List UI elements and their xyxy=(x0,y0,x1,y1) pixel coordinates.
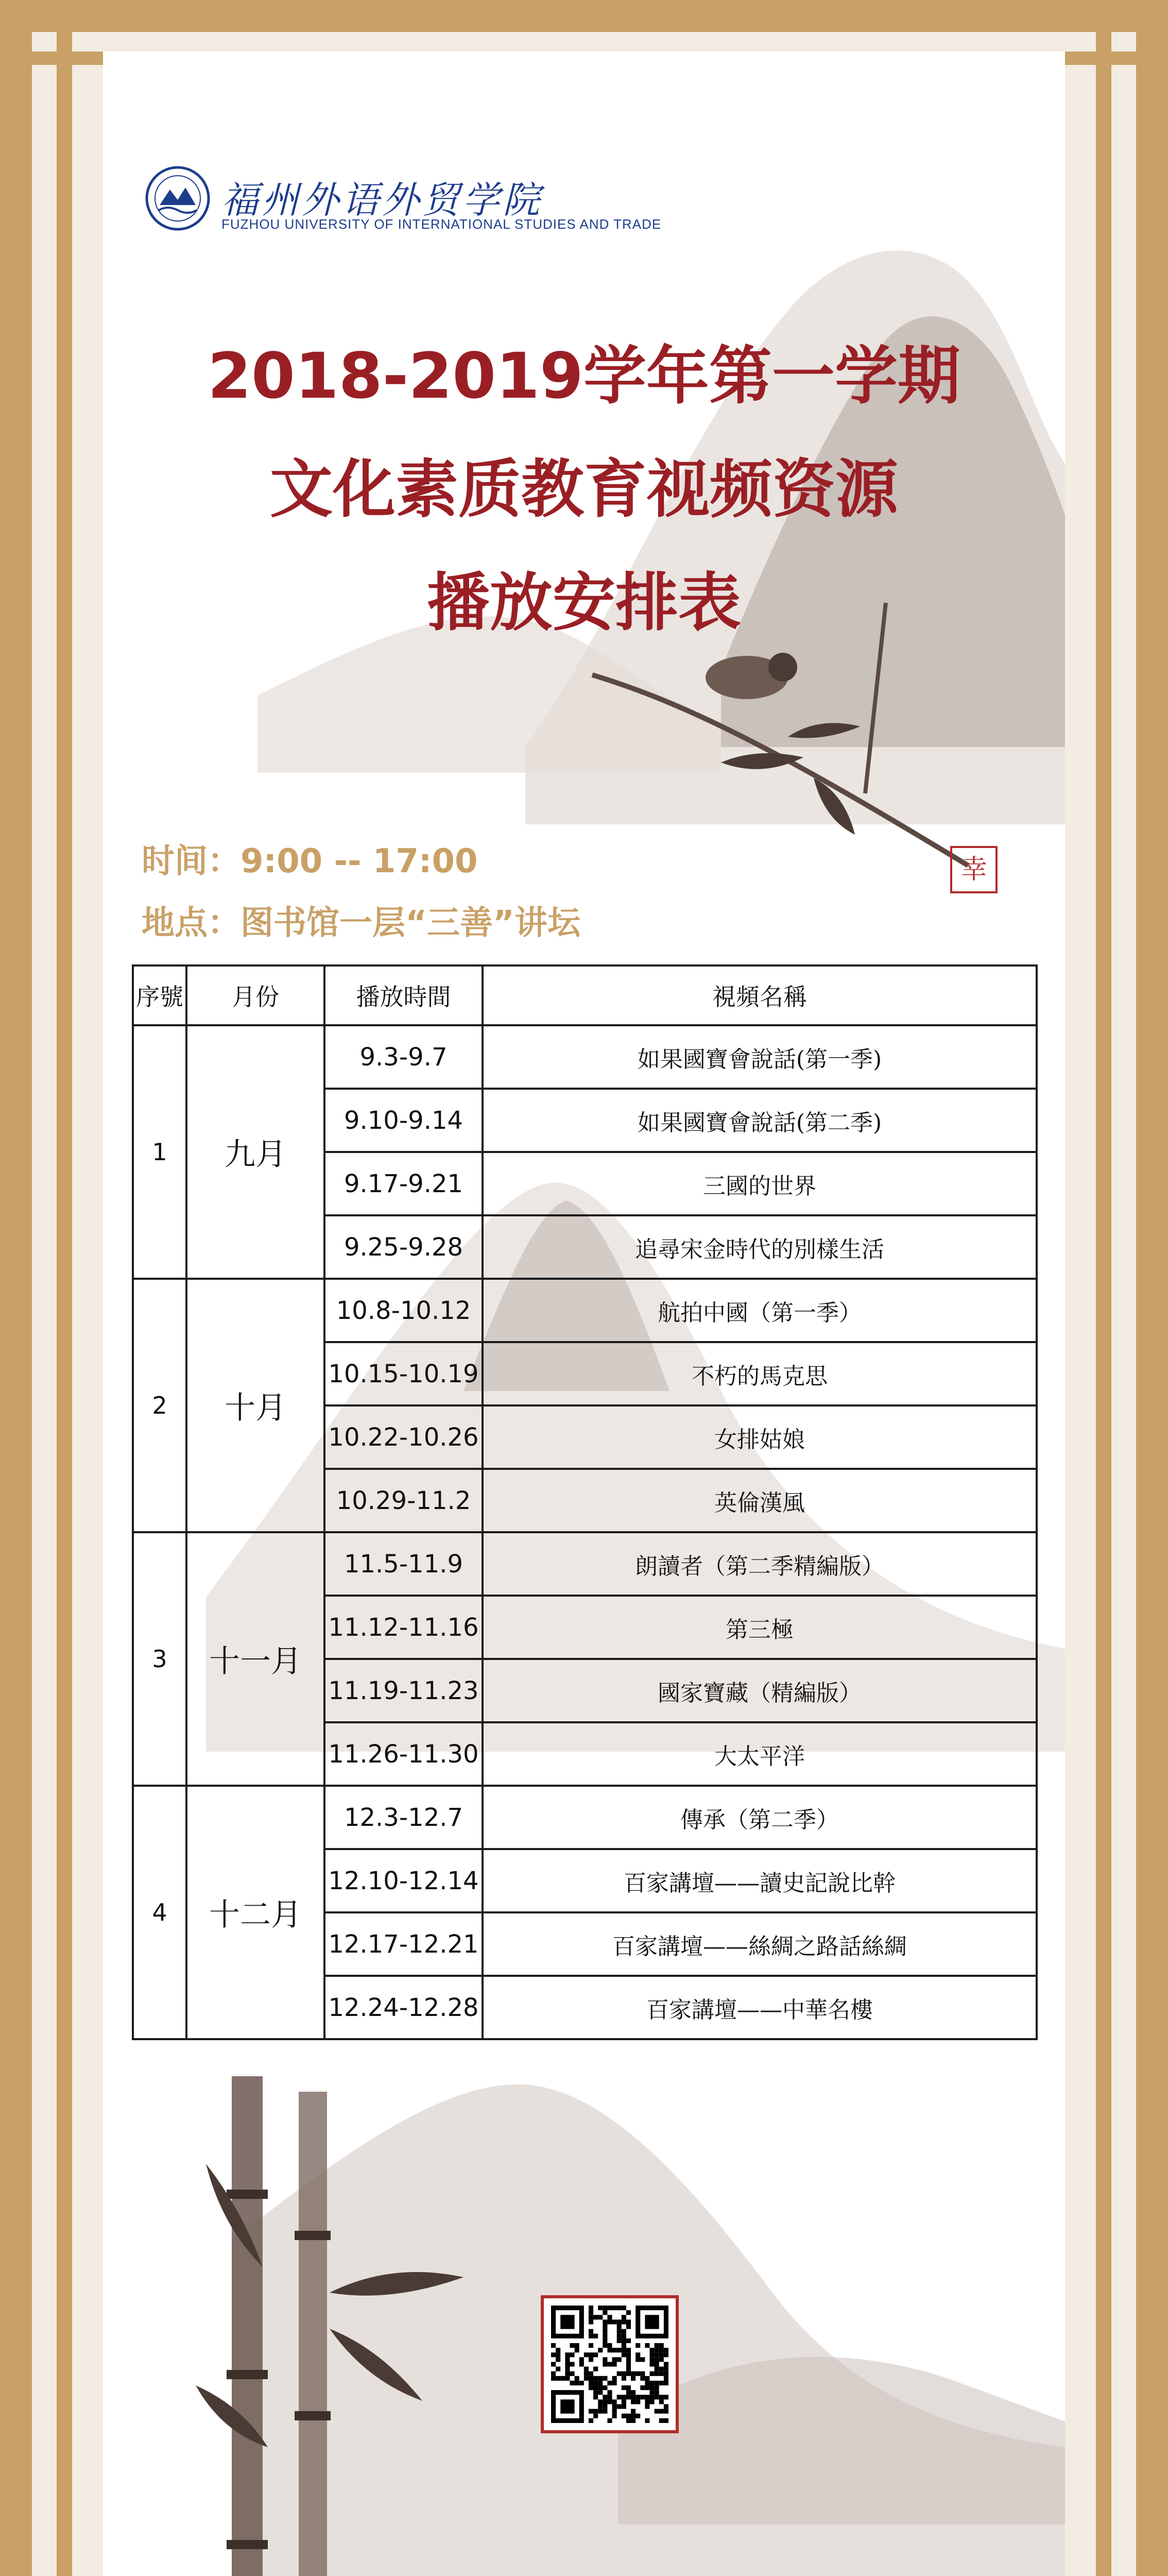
cell-video-title: 女排姑娘 xyxy=(483,1405,1037,1469)
cell-date: 10.15-10.19 xyxy=(324,1342,483,1405)
logo-english-name: FUZHOU UNIVERSITY OF INTERNATIONAL STUDIES AND TRADE xyxy=(221,216,662,232)
cell-date: 9.25-9.28 xyxy=(324,1215,483,1279)
cell-month: 十一月 xyxy=(186,1532,324,1786)
cell-video-title: 英倫漢風 xyxy=(483,1469,1037,1532)
poster-title-line-3: 播放安排表 xyxy=(427,566,741,639)
cell-date: 11.5-11.9 xyxy=(324,1532,483,1596)
table-body xyxy=(133,1025,1037,2039)
cell-video-title: 大太平洋 xyxy=(483,1722,1037,1786)
cell-video-title: 追尋宋金時代的別樣生活 xyxy=(483,1215,1037,1279)
cell-video-title: 如果國寶會說話(第二季) xyxy=(483,1089,1037,1152)
schedule-time: 时间：9:00 -- 17:00 xyxy=(142,842,478,880)
logo-chinese-name: 福州外语外贸学院 xyxy=(221,178,543,222)
cell-date: 12.17-12.21 xyxy=(324,1912,483,1976)
red-seal-stamp: 幸 xyxy=(950,846,998,893)
cell-date: 12.3-12.7 xyxy=(324,1786,483,1849)
cell-index: 4 xyxy=(133,1786,186,2039)
cell-video-title: 如果國寶會說話(第一季) xyxy=(483,1025,1037,1089)
cell-date: 12.10-12.14 xyxy=(324,1849,483,1912)
cell-date: 11.19-11.23 xyxy=(324,1659,483,1722)
cell-date: 9.17-9.21 xyxy=(324,1152,483,1215)
header-time: 播放時間 xyxy=(324,965,483,1025)
header-video: 視頻名稱 xyxy=(483,965,1037,1025)
cell-video-title: 航拍中國（第一季） xyxy=(483,1279,1037,1342)
cell-video-title: 傳承（第二季） xyxy=(483,1786,1037,1849)
cell-month: 十二月 xyxy=(186,1786,324,2039)
qr-code-icon xyxy=(551,2306,668,2423)
cell-month: 九月 xyxy=(186,1025,324,1279)
cell-video-title: 百家講壇——讀史記說比幹 xyxy=(483,1849,1037,1912)
table-row xyxy=(133,1279,1037,1342)
cell-date: 10.8-10.12 xyxy=(324,1279,483,1342)
poster-title-line-1: 2018-2019学年第一学期 xyxy=(208,340,960,413)
header-month: 月份 xyxy=(186,965,324,1025)
table-row xyxy=(133,1532,1037,1596)
cell-video-title: 國家寶藏（精編版） xyxy=(483,1659,1037,1722)
cell-date: 10.22-10.26 xyxy=(324,1405,483,1469)
cell-date: 10.29-11.2 xyxy=(324,1469,483,1532)
cell-video-title: 百家講壇——絲綢之路話絲綢 xyxy=(483,1912,1037,1976)
cell-date: 9.3-9.7 xyxy=(324,1025,483,1089)
cell-video-title: 不朽的馬克思 xyxy=(483,1342,1037,1405)
cell-video-title: 朗讀者（第二季精編版） xyxy=(483,1532,1037,1596)
cell-date: 11.12-11.16 xyxy=(324,1596,483,1659)
cell-date: 9.10-9.14 xyxy=(324,1089,483,1152)
table-row xyxy=(133,1025,1037,1089)
schedule-table xyxy=(132,964,1038,2040)
poster-title-line-2: 文化素质教育视频资源 xyxy=(270,453,898,526)
cell-index: 1 xyxy=(133,1025,186,1279)
university-emblem-icon xyxy=(144,165,211,232)
cell-date: 11.26-11.30 xyxy=(324,1722,483,1786)
qr-code xyxy=(541,2295,679,2433)
cell-index: 2 xyxy=(133,1279,186,1532)
header-index: 序號 xyxy=(133,965,186,1025)
cell-index: 3 xyxy=(133,1532,186,1786)
cell-video-title: 第三極 xyxy=(483,1596,1037,1659)
cell-date: 12.24-12.28 xyxy=(324,1976,483,2039)
cell-month: 十月 xyxy=(186,1279,324,1532)
cell-video-title: 百家講壇——中華名樓 xyxy=(483,1976,1037,2039)
schedule-place: 地点：图书馆一层“三善”讲坛 xyxy=(142,904,581,942)
cell-video-title: 三國的世界 xyxy=(483,1152,1037,1215)
table-row xyxy=(133,1786,1037,1849)
table-header-row xyxy=(133,965,1037,1025)
university-logo xyxy=(144,165,662,237)
